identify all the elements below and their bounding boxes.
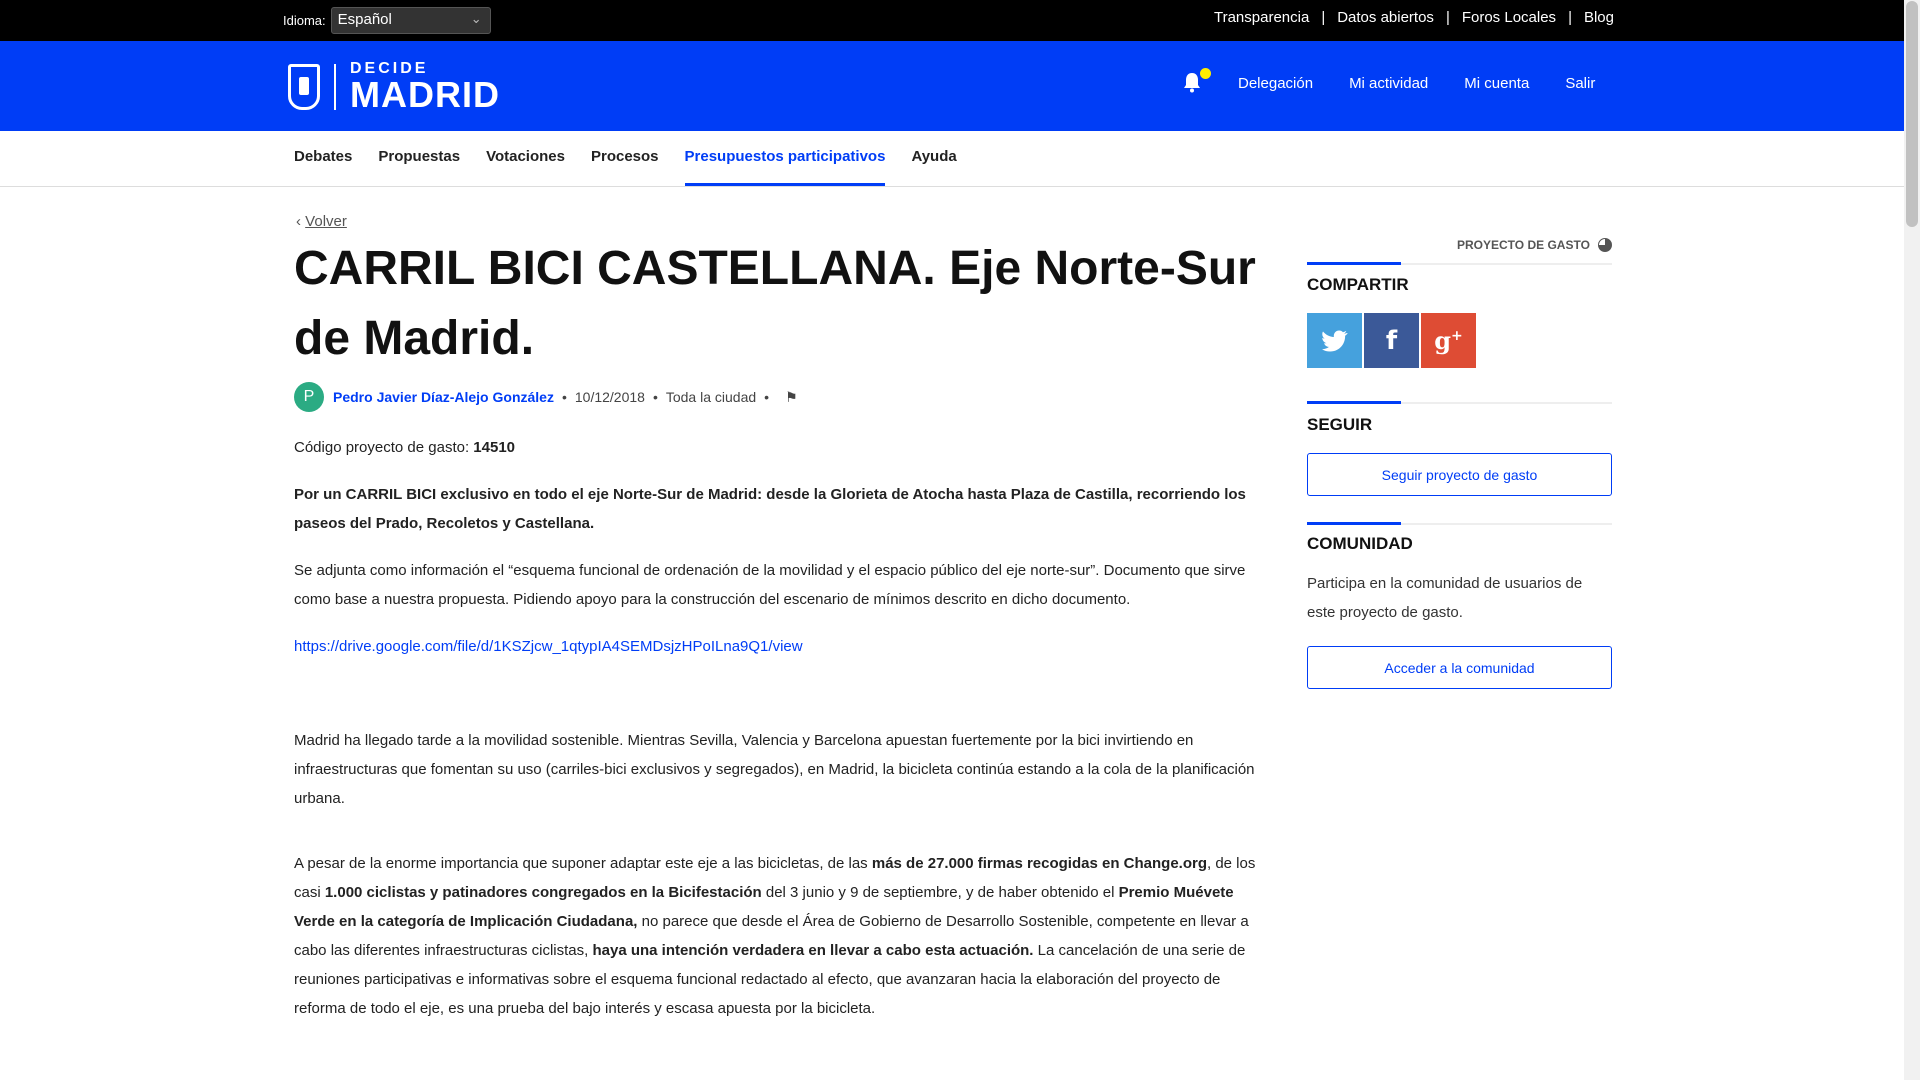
text-run: no parece que desde el Área de Gobierno de Desarrollo Sostenible, competente en llevar a cabo las diferentes infraestructuras ciclistas, <box>294 913 1249 959</box>
logo-text <box>350 61 500 113</box>
back-label: Volver <box>305 213 347 230</box>
twitter-share-button[interactable] <box>1307 313 1362 368</box>
page-title: CARRIL BICI CASTELLANA. Eje Norte-Sur de Madrid. <box>294 242 1256 365</box>
top-bar <box>0 0 1904 41</box>
main-nav <box>0 131 1904 187</box>
tab-votaciones[interactable]: Votaciones <box>486 148 565 165</box>
document-link-paragraph <box>294 632 1274 661</box>
google-plus-share-button[interactable] <box>1421 313 1476 368</box>
project-code <box>294 433 1274 462</box>
site-header <box>0 41 1904 131</box>
separator: | <box>1568 9 1572 26</box>
scope-label: Toda la ciudad <box>665 389 757 405</box>
share-title: COMPARTIR <box>1307 275 1409 294</box>
community-title: COMUNIDAD <box>1307 534 1413 553</box>
link-transparencia[interactable]: Transparencia <box>1213 9 1310 26</box>
tab-procesos[interactable]: Procesos <box>590 148 659 165</box>
context-paragraph <box>294 849 1274 1023</box>
text-run: del 3 junio y 9 de septiembre, y de haber obtenido el <box>761 884 1119 901</box>
nav-salir[interactable]: Salir <box>1565 75 1596 92</box>
facebook-icon: f <box>1385 325 1398 356</box>
text-run: La cancelación de una serie de reuniones participativas e informativas sobre el esquema funcional redactado al efecto, que avanzaran hacia la elaboración del proyecto de reforma de todo el eje, es una prueba del bajo interés y escasa apuesta por la bicicleta. <box>294 942 1246 1017</box>
follow-button[interactable]: Seguir proyecto de gasto <box>1307 453 1612 496</box>
madrid-shield-icon <box>288 64 320 110</box>
avatar: P <box>294 382 324 412</box>
logo-decide: DECIDE <box>350 60 429 77</box>
section-divider <box>1307 263 1612 265</box>
intro-paragraph: Por un CARRIL BICI exclusivo en todo el eje Norte-Sur de Madrid: desde la Glorieta de Atocha hasta Plaza de Castilla, recorriendo los paseos del Prado, Recoletos y Castellana. <box>294 486 1246 532</box>
community-description: Participa en la comunidad de usuarios de este proyecto de gasto. <box>1307 575 1583 621</box>
page-scrollbar[interactable] <box>1904 0 1920 1080</box>
language-selector <box>283 7 491 34</box>
scrollbar-thumb[interactable] <box>1906 1 1918 227</box>
project-code-value: 14510 <box>473 439 516 456</box>
tab-propuestas[interactable]: Propuestas <box>378 148 461 165</box>
separator-dot: • <box>561 389 567 405</box>
document-paragraph: Se adjunta como información el “esquema funcional de ordenación de la movilidad y el espacio público del eje norte-sur”. Documento que sirve como base a nuestra propuesta. Pidiendo apoyo para la construcción del escenario de mínimos descrito en dicho documento. <box>294 562 1246 608</box>
text-run-bold: Premio Muévete Verde en la categoría de Implicación Ciudadana, <box>294 884 1234 930</box>
facebook-share-button[interactable] <box>1364 313 1419 368</box>
logo-madrid: MADRID <box>350 74 500 115</box>
document-link[interactable]: https://drive.google.com/file/d/1KSZjcw_1qtypIA4SEMDsjzHPoILna9Q1/view <box>294 638 803 655</box>
project-type-label: PROYECTO DE GASTO <box>1457 238 1590 252</box>
author-link[interactable]: Pedro Javier Díaz-Alejo González <box>333 389 554 405</box>
notifications-bell-icon[interactable] <box>1182 71 1202 93</box>
twitter-icon <box>1322 330 1348 352</box>
site-logo[interactable] <box>288 61 500 113</box>
tab-presupuestos-participativos[interactable]: Presupuestos participativos <box>685 148 886 186</box>
top-links <box>1214 9 1614 26</box>
link-datos-abiertos[interactable]: Datos abiertos <box>1337 9 1434 26</box>
back-link[interactable] <box>296 213 347 230</box>
text-run: A pesar de la enorme importancia que suponer adaptar este eje a las bicicletas, de las <box>294 855 872 872</box>
project-code-label: Código proyecto de gasto: <box>294 439 474 456</box>
text-run: , de los casi <box>294 855 1256 901</box>
article-meta <box>294 382 798 412</box>
separator-dot: • <box>652 389 658 405</box>
pie-chart-icon <box>1598 238 1612 252</box>
separator: | <box>1321 9 1326 26</box>
mobility-paragraph: Madrid ha llegado tarde a la movilidad sostenible. Mientras Sevilla, Valencia y Barcelona apuestan fuertemente por la bici invirtiendo en infraestructuras que fomentan su uso (carriles-bici exclusivos y segregados), en Madrid, la bicicleta continúa estando a la cola de la planificación urbana. <box>294 732 1255 807</box>
publish-date: 10/12/2018 <box>574 389 645 405</box>
flag-icon[interactable]: ⚑ <box>785 388 798 405</box>
separator-dot: • <box>764 389 770 405</box>
section-divider <box>1307 402 1612 404</box>
chevron-down-icon: ⌄ <box>470 11 482 26</box>
section-divider <box>1307 523 1612 525</box>
separator: | <box>1445 9 1450 26</box>
link-foros-locales[interactable]: Foros Locales <box>1461 9 1557 26</box>
tab-ayuda[interactable]: Ayuda <box>911 148 957 165</box>
text-run-bold: más de 27.000 firmas recogidas en Change.org <box>871 855 1207 872</box>
nav-mi-actividad[interactable]: Mi actividad <box>1349 75 1429 92</box>
community-button[interactable]: Acceder a la comunidad <box>1307 646 1612 689</box>
tab-debates[interactable]: Debates <box>294 148 353 165</box>
logo-divider <box>334 64 336 110</box>
google-plus-icon: g+ <box>1434 326 1463 355</box>
language-value: Español <box>337 11 392 28</box>
user-nav <box>1238 75 1631 92</box>
text-run-bold: haya una intención verdadera en llevar a cabo esta actuación. <box>592 942 1034 959</box>
nav-delegacion[interactable]: Delegación <box>1238 75 1314 92</box>
share-buttons <box>1307 313 1478 368</box>
follow-title: SEGUIR <box>1307 415 1373 434</box>
text-run-bold: 1.000 ciclistas y patinadores congregados en la Bicifestación <box>324 884 762 901</box>
notification-dot <box>1200 68 1211 79</box>
link-blog[interactable]: Blog <box>1583 9 1614 26</box>
language-label: Idioma: <box>283 13 326 28</box>
language-select[interactable] <box>331 7 491 34</box>
nav-mi-cuenta[interactable]: Mi cuenta <box>1464 75 1530 92</box>
project-type-tag <box>1457 238 1612 252</box>
chevron-left-icon: ‹ <box>296 213 306 230</box>
